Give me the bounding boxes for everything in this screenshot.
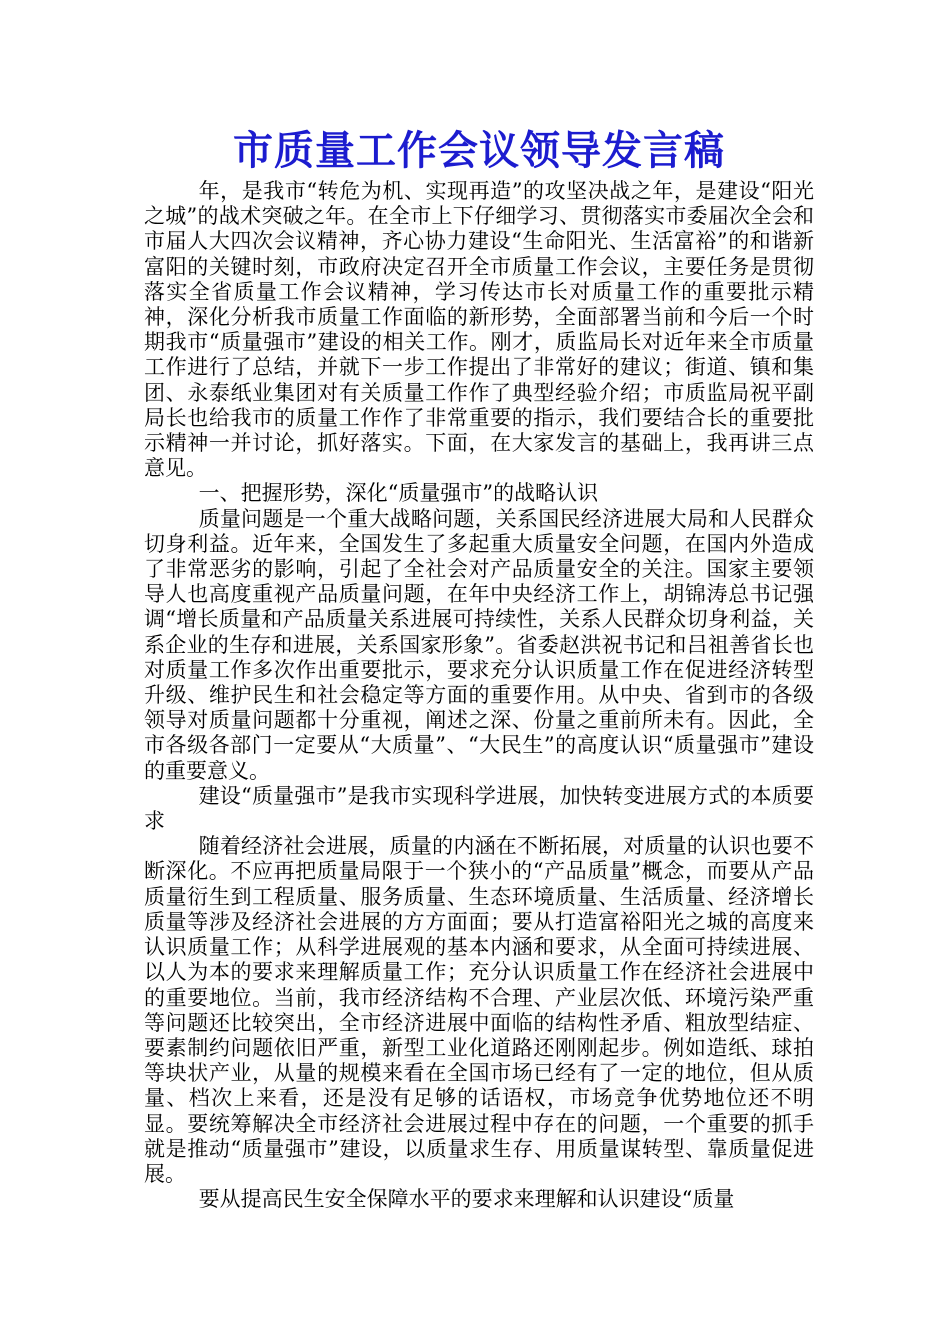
subheading: 建设“质量强市”是我市实现科学进展，加快转变进展方式的本质要求 (144, 783, 814, 834)
paragraph: 随着经济社会进展，质量的内涵在不断拓展，对质量的认识也要不断深化。不应再把质量局限于一个狭小的“产品质量”概念，而要从产品质量衍生到工程质量、服务质量、生态环境质量、生活质量、经济增长质量等涉及经济社会进展的方方面面；要从打造富裕阳光之城的高度来认识质量工作；从科学进展观的基本内涵和要求，从全面可持续进展、以人为本的要求来理解质量工作；充分认识质量工作在经济社会进展中的重要地位。当前，我市经济结构不合理、产业层次低、环境污染严重等问题还比较突出，全市经济进展中面临的结构性矛盾、粗放型结症、要素制约问题依旧严重，新型工业化道路还刚刚起步。例如造纸、球拍等块状产业，从量的规模来看在全国市场已经有了一定的地位，但从质量、档次上来看，还是没有足够的话语权，市场竞争优势地位还不明显。要统筹解决全市经济社会进展过程中存在的问题，一个重要的抓手就是推动“质量强市”建设，以质量求生存、用质量谋转型、靠质量促进展。 (144, 834, 814, 1186)
document-title: 市质量工作会议领导发言稿 (233, 127, 725, 174)
document-body (144, 179, 814, 1212)
paragraph: 要从提高民生安全保障水平的要求来理解和认识建设“质量 (198, 1187, 735, 1212)
section-heading: 一、把握形势，深化“质量强市”的战略认识 (198, 481, 599, 506)
paragraph: 年，是我市“转危为机、实现再造”的攻坚决战之年，是建设“阳光之城”的战术突破之年。在全市上下仔细学习、贯彻落实市委届次全会和市届人大四次会议精神，齐心协力建设“生命阳光、生活富裕”的和谐新富阳的关键时刻，市政府决定召开全市质量工作会议，主要任务是贯彻落实全省质量工作会议精神，学习传达市长对质量工作的重要批示精神，深化分析我市质量工作面临的新形势，全面部署当前和今后一个时期我市“质量强市”建设的相关工作。刚才，质监局长对近年来全市质量工作进行了总结，并就下一步工作提出了非常好的建议；街道、镇和集团、永泰纸业集团对有关质量工作作了典型经验介绍；市质监局祝平副局长也给我市的质量工作作了非常重要的指示，我们要结合长的重要批示精神一并讨论，抓好落实。下面，在大家发言的基础上，我再讲三点意见。 (144, 179, 814, 481)
paragraph: 质量问题是一个重大战略问题，关系国民经济进展大局和人民群众切身利益。近年来，全国发生了多起重大质量安全问题，在国内外造成了非常恶劣的影响，引起了全社会对产品质量安全的关注。国家主要领导人也高度重视产品质量问题，在年中央经济工作上，胡锦涛总书记强调“增长质量和产品质量关系进展可持续性，关系人民群众切身利益，关系企业的生存和进展，关系国家形象”。省委赵洪祝书记和吕祖善省长也对质量工作多次作出重要批示，要求充分认识质量工作在促进经济转型升级、维护民生和社会稳定等方面的重要作用。从中央、省到市的各级领导对质量问题都十分重视，阐述之深、份量之重前所未有。因此，全市各级各部门一定要从“大质量”、“大民生”的高度认识“质量强市”建设的重要意义。 (144, 506, 814, 783)
